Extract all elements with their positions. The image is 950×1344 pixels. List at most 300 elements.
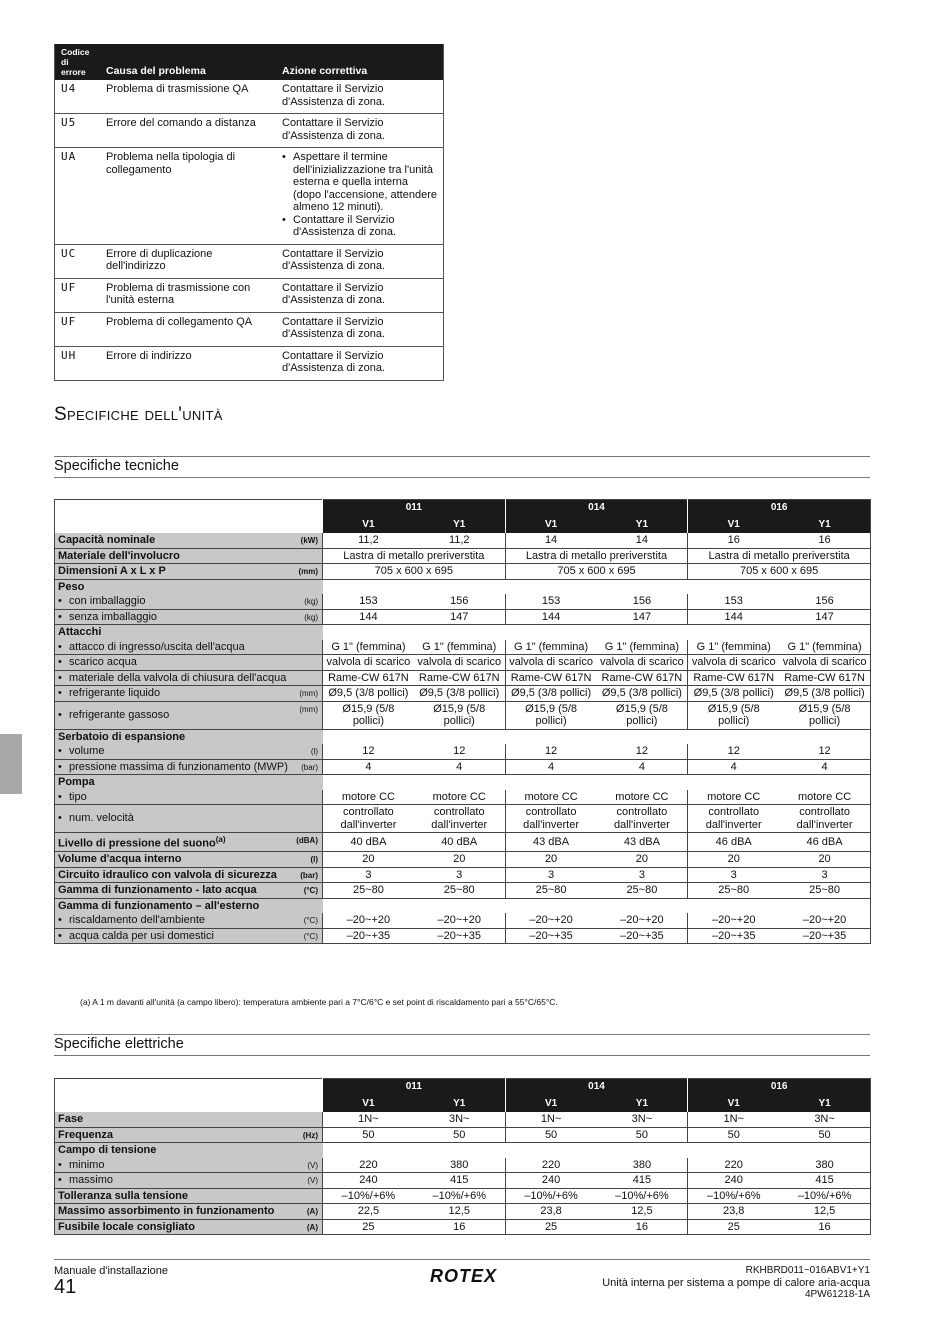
value-cell: 147 (414, 609, 505, 625)
value-cell: 50 (323, 1127, 414, 1143)
error-action (276, 148, 444, 245)
value-cell: 147 (779, 609, 870, 625)
spec-row (55, 805, 871, 833)
header-cause: Causa del problema (100, 44, 276, 80)
variant-header: V1 (688, 517, 779, 534)
row-unit: (kW) (300, 536, 318, 545)
value-cell: 4 (323, 759, 414, 775)
value-cell: –20~+35 (323, 928, 414, 944)
error-cause: Problema di trasmissione con l'unità esterna (100, 278, 276, 312)
value-cell: 25 (323, 1219, 414, 1235)
error-code: U4 (55, 80, 101, 114)
value-cell: –20~+35 (414, 928, 505, 944)
value-cell: controllato dall'inverter (505, 805, 596, 833)
value-cell: G 1" (femmina) (596, 640, 687, 655)
value-cell: Ø15,9 (5/8 pollici) (688, 701, 779, 729)
row-label (55, 1143, 323, 1158)
value-cell: G 1" (femmina) (779, 640, 870, 655)
value-cell: 25 (505, 1219, 596, 1235)
spec-row (55, 1143, 871, 1158)
divider (54, 1034, 870, 1035)
value-cell: 156 (414, 594, 505, 609)
row-label (55, 533, 323, 548)
row-unit: (A) (306, 1222, 318, 1232)
spec-row (55, 655, 871, 671)
row-unit: (mm) (299, 689, 318, 698)
value-cell: motore CC (414, 790, 505, 805)
row-label-text: • pressione massima di funzionamento (MWP) (58, 761, 292, 774)
tech-specs-title: Specifiche tecniche (54, 458, 179, 474)
electrical-specs-table (54, 1078, 871, 1235)
variant-header: V1 (688, 1096, 779, 1113)
value-cell: 16 (688, 533, 779, 548)
value-cell: –20~+20 (779, 913, 870, 928)
value-cell: 415 (596, 1173, 687, 1189)
value-cell: valvola di scarico (596, 655, 687, 671)
action-text: Contattare il Servizio d'Assistenza di zona. (282, 315, 385, 340)
action-text: Contattare il Servizio d'Assistenza di zona. (282, 349, 385, 374)
error-action (276, 312, 444, 346)
value-cell: 3 (596, 867, 687, 883)
value-cell: 1N~ (688, 1112, 779, 1127)
spec-row (55, 640, 871, 655)
value-cell: 380 (596, 1158, 687, 1173)
value-cell: Rame-CW 617N (688, 670, 779, 686)
value-cell: 3N~ (596, 1112, 687, 1127)
value-cell: 1N~ (505, 1112, 596, 1127)
value-cell: 12 (596, 744, 687, 759)
merged-cell: 705 x 600 x 695 (688, 564, 871, 580)
error-row (55, 80, 444, 114)
value-cell: –10%/+6% (414, 1188, 505, 1204)
spec-row (55, 883, 871, 899)
value-cell: 20 (779, 852, 870, 868)
value-cell: 4 (505, 759, 596, 775)
value-cell: Rame-CW 617N (779, 670, 870, 686)
value-cell: 25~80 (414, 883, 505, 899)
value-cell: valvola di scarico (323, 655, 414, 671)
error-code: UC (55, 244, 101, 278)
value-cell: –20~+20 (414, 913, 505, 928)
value-cell: 3N~ (779, 1112, 870, 1127)
value-cell: –20~+35 (596, 928, 687, 944)
value-cell: 20 (414, 852, 505, 868)
value-cell: 12 (323, 744, 414, 759)
row-unit: (A) (306, 1207, 318, 1216)
error-row (55, 346, 444, 380)
row-label-text: Attacchi (58, 626, 102, 638)
page-number: 41 (54, 1276, 77, 1298)
spec-row (55, 1219, 871, 1235)
row-label (55, 867, 323, 883)
row-label (55, 775, 323, 790)
spec-row (55, 1204, 871, 1220)
row-label-text: • materiale della valvola di chiusura dell'acqua (58, 672, 319, 685)
error-code: UA (55, 148, 101, 245)
value-cell: Rame-CW 617N (323, 670, 414, 686)
model-header: 014 (505, 500, 688, 517)
variant-header: Y1 (596, 1096, 687, 1113)
spec-row (55, 744, 871, 759)
value-cell: 50 (779, 1127, 870, 1143)
action-list (282, 151, 438, 239)
header-blank (55, 1096, 323, 1113)
row-label (55, 1158, 323, 1173)
model-header-row (55, 1079, 871, 1096)
value-cell: valvola di scarico (414, 655, 505, 671)
spec-row (55, 867, 871, 883)
row-unit: (kg) (304, 612, 318, 622)
value-cell: G 1" (femmina) (323, 640, 414, 655)
row-label-text: Fase (58, 1113, 84, 1125)
header-blank (55, 1079, 323, 1096)
value-cell: 40 dBA (414, 833, 505, 852)
error-action (276, 80, 444, 114)
value-cell: 50 (596, 1127, 687, 1143)
value-cell: 50 (688, 1127, 779, 1143)
value-cell: –10%/+6% (779, 1188, 870, 1204)
error-action (276, 244, 444, 278)
value-cell: 46 dBA (779, 833, 870, 852)
value-cell: 415 (414, 1173, 505, 1189)
row-label (55, 729, 323, 744)
value-cell: 40 dBA (323, 833, 414, 852)
divider (54, 477, 870, 478)
value-cell: 3 (779, 867, 870, 883)
row-label (55, 833, 323, 852)
value-cell: 12 (688, 744, 779, 759)
doc-type: Manuale d'installazione (54, 1265, 169, 1277)
value-cell: Ø9,5 (3/8 pollici) (414, 686, 505, 702)
value-cell: 16 (596, 1219, 687, 1235)
model-header: 016 (688, 500, 871, 517)
spec-row (55, 928, 871, 944)
spec-row (55, 670, 871, 686)
footnote: (a) A 1 m davanti all'unità (a campo libero): temperatura ambiente pari a 7°C/6°C e set point di riscaldamento pari a 55°C/65°C. (80, 997, 558, 1007)
row-label (55, 640, 323, 655)
row-label-text: Dimensioni A x L x P (58, 565, 166, 577)
row-label-text: • acqua calda per usi domestici (58, 930, 292, 943)
row-unit: (dBA) (296, 836, 318, 845)
row-label (55, 686, 323, 702)
merged-cell: Lastra di metallo preriverstita (505, 548, 688, 564)
value-cell: 25~80 (596, 883, 687, 899)
value-cell: 25~80 (779, 883, 870, 899)
doc-description: Unità interna per sistema a pompe di calore aria-acqua (602, 1277, 870, 1289)
header-action: Azione correttiva (276, 44, 444, 80)
row-label-text: Circuito idraulico con valvola di sicurezza (58, 868, 277, 881)
row-label-text: Gamma di funzionamento – all'esterno (58, 899, 260, 912)
group-spacer (323, 579, 871, 594)
value-cell: 14 (505, 533, 596, 548)
variant-header: Y1 (779, 517, 870, 534)
row-label (55, 898, 323, 913)
value-cell: G 1" (femmina) (688, 640, 779, 655)
group-spacer (323, 625, 871, 640)
brand-logo: ROTEX (430, 1266, 498, 1286)
group-spacer (323, 775, 871, 790)
row-unit: (V) (307, 1176, 318, 1185)
value-cell: valvola di scarico (688, 655, 779, 671)
value-cell: Ø15,9 (5/8 pollici) (596, 701, 687, 729)
value-cell: 240 (505, 1173, 596, 1189)
spec-row (55, 1188, 871, 1204)
value-cell: 11,2 (414, 533, 505, 548)
error-row (55, 312, 444, 346)
row-label (55, 744, 323, 759)
row-label-text: • refrigerante liquido (58, 687, 292, 700)
row-label-text: Livello di pressione del suono (58, 837, 216, 850)
value-cell: 4 (596, 759, 687, 775)
row-unit: (bar) (300, 870, 318, 880)
value-cell: 16 (779, 1219, 870, 1235)
value-cell: 4 (414, 759, 505, 775)
value-cell: 50 (414, 1127, 505, 1143)
value-cell: Ø9,5 (3/8 pollici) (596, 686, 687, 702)
variant-header: V1 (323, 1096, 414, 1113)
spec-row (55, 701, 871, 729)
action-item: • Contattare il Servizio d'Assistenza di zona. (282, 214, 438, 239)
error-code-table (54, 44, 444, 381)
row-unit: (mm) (299, 704, 318, 714)
spec-row (55, 898, 871, 913)
value-cell: 4 (688, 759, 779, 775)
value-cell: –10%/+6% (323, 1188, 414, 1204)
model-header: 011 (323, 1079, 506, 1096)
action-text: Contattare il Servizio d'Assistenza di zona. (282, 281, 385, 306)
spec-row (55, 775, 871, 790)
group-spacer (323, 1143, 871, 1158)
value-cell: 50 (505, 1127, 596, 1143)
chapter-tab (0, 734, 22, 794)
spec-row (55, 1158, 871, 1173)
value-cell: –10%/+6% (505, 1188, 596, 1204)
variant-header-row (55, 517, 871, 534)
row-unit: (kg) (304, 597, 318, 606)
value-cell: controllato dall'inverter (414, 805, 505, 833)
value-cell: 43 dBA (505, 833, 596, 852)
variant-header: V1 (323, 517, 414, 534)
value-cell: 23,8 (505, 1204, 596, 1220)
value-cell: motore CC (505, 790, 596, 805)
spec-row (55, 1112, 871, 1127)
action-text: Contattare il Servizio d'Assistenza di zona. (282, 83, 385, 108)
variant-header: Y1 (414, 517, 505, 534)
value-cell: controllato dall'inverter (323, 805, 414, 833)
row-label-text: Massimo assorbimento in funzionamento (58, 1205, 275, 1217)
value-cell: –20~+20 (688, 913, 779, 928)
value-cell: 380 (414, 1158, 505, 1173)
spec-row (55, 564, 871, 580)
value-cell: –20~+35 (779, 928, 870, 944)
model-header: 014 (505, 1079, 688, 1096)
model-header-row (55, 500, 871, 517)
value-cell: 220 (323, 1158, 414, 1173)
row-label (55, 548, 323, 564)
row-label-text: Campo di tensione (58, 1144, 157, 1156)
row-unit: (°C) (303, 916, 318, 926)
row-unit: (Hz) (302, 1130, 318, 1140)
row-label (55, 883, 323, 899)
value-cell: Ø15,9 (5/8 pollici) (414, 701, 505, 729)
merged-cell: Lastra di metallo preriverstita (323, 548, 506, 564)
value-cell: 240 (688, 1173, 779, 1189)
value-cell: 20 (505, 852, 596, 868)
value-cell: 20 (323, 852, 414, 868)
row-label-text: • massimo (58, 1174, 292, 1187)
value-cell: 3 (323, 867, 414, 883)
row-unit: (l) (310, 747, 318, 756)
row-label (55, 670, 323, 686)
value-cell: 20 (596, 852, 687, 868)
row-label-text: Tolleranza sulla tensione (58, 1189, 188, 1202)
spec-row (55, 686, 871, 702)
error-cause: Errore di duplicazione dell'indirizzo (100, 244, 276, 278)
row-label-text: Peso (58, 580, 85, 593)
value-cell: Ø9,5 (3/8 pollici) (505, 686, 596, 702)
error-table-header (55, 44, 444, 80)
error-cause: Problema di trasmissione QA (100, 80, 276, 114)
variant-header: Y1 (414, 1096, 505, 1113)
error-row (55, 278, 444, 312)
row-label-text: Fusibile locale consigliato (58, 1220, 195, 1233)
group-spacer (323, 898, 871, 913)
model-header: 016 (688, 1079, 871, 1096)
row-label (55, 1112, 323, 1127)
value-cell: 147 (596, 609, 687, 625)
value-cell: 380 (779, 1158, 870, 1173)
variant-header: V1 (505, 1096, 596, 1113)
row-unit: (bar) (301, 762, 318, 772)
row-label (55, 1188, 323, 1204)
value-cell: 25 (688, 1219, 779, 1235)
row-label (55, 655, 323, 671)
row-label-text: • scarico acqua (58, 656, 319, 669)
value-cell: 220 (505, 1158, 596, 1173)
header-code: Codice di errore (55, 44, 101, 80)
value-cell: 12 (414, 744, 505, 759)
row-label (55, 928, 323, 944)
doc-code: 4PW61218-1A (804, 1289, 870, 1300)
value-cell: –20~+35 (505, 928, 596, 944)
spec-row (55, 852, 871, 868)
value-cell: –20~+20 (596, 913, 687, 928)
value-cell: 4 (779, 759, 870, 775)
value-cell: 14 (596, 533, 687, 548)
spec-row (55, 533, 871, 548)
row-label (55, 759, 323, 775)
row-label (55, 805, 323, 833)
row-label (55, 579, 323, 594)
footnote-ref: (a) (215, 835, 226, 844)
value-cell: 144 (688, 609, 779, 625)
row-label (55, 701, 323, 729)
row-label-text: Pompa (58, 776, 95, 788)
value-cell: –10%/+6% (688, 1188, 779, 1204)
variant-header-row (55, 1096, 871, 1113)
spec-row (55, 579, 871, 594)
value-cell: Ø15,9 (5/8 pollici) (323, 701, 414, 729)
value-cell: 43 dBA (596, 833, 687, 852)
row-label (55, 609, 323, 625)
error-cause: Errore del comando a distanza (100, 114, 276, 148)
value-cell: 144 (505, 609, 596, 625)
value-cell: valvola di scarico (505, 655, 596, 671)
value-cell: 23,8 (688, 1204, 779, 1220)
value-cell: motore CC (688, 790, 779, 805)
row-label-text: • con imballaggio (58, 595, 292, 608)
row-label-text: • attacco di ingresso/uscita dell'acqua (58, 641, 319, 654)
value-cell: G 1" (femmina) (505, 640, 596, 655)
value-cell: –20~+20 (323, 913, 414, 928)
value-cell: controllato dall'inverter (779, 805, 870, 833)
row-label-text: • senza imballaggio (58, 611, 292, 624)
spec-row (55, 790, 871, 805)
error-row (55, 148, 444, 245)
spec-row (55, 729, 871, 744)
value-cell: 1N~ (323, 1112, 414, 1127)
row-label-text: Gamma di funzionamento - lato acqua (58, 884, 257, 897)
value-cell: 3 (414, 867, 505, 883)
row-label (55, 1173, 323, 1189)
value-cell: Ø9,5 (3/8 pollici) (779, 686, 870, 702)
value-cell: Rame-CW 617N (505, 670, 596, 686)
value-cell: 25~80 (323, 883, 414, 899)
value-cell: 3N~ (414, 1112, 505, 1127)
error-row (55, 114, 444, 148)
row-unit: (°C) (303, 886, 318, 896)
spec-row (55, 548, 871, 564)
spec-row (55, 594, 871, 609)
error-table-body (55, 80, 444, 380)
merged-cell: 705 x 600 x 695 (505, 564, 688, 580)
row-unit: (V) (307, 1160, 318, 1170)
row-label (55, 1127, 323, 1143)
row-label (55, 1219, 323, 1235)
model-code: RKHBRD011~016ABV1+Y1 (745, 1265, 870, 1276)
error-code: UF (55, 278, 101, 312)
value-cell: Ø15,9 (5/8 pollici) (779, 701, 870, 729)
divider (54, 1055, 870, 1056)
row-label-text: • volume (58, 745, 292, 758)
value-cell: 20 (688, 852, 779, 868)
value-cell: 156 (596, 594, 687, 609)
value-cell: –10%/+6% (596, 1188, 687, 1204)
value-cell: 156 (779, 594, 870, 609)
row-label-text: Capacità nominale (58, 534, 156, 546)
value-cell: Ø9,5 (3/8 pollici) (688, 686, 779, 702)
row-label (55, 625, 323, 640)
spec-row (55, 609, 871, 625)
value-cell: valvola di scarico (779, 655, 870, 671)
value-cell: controllato dall'inverter (688, 805, 779, 833)
tech-specs-table (54, 499, 871, 944)
action-item: • Aspettare il termine dell'inizializzazione tra l'unità esterna e quella interna (dopo l'accensione, attendere almeno 12 minuti). (282, 151, 438, 214)
value-cell: 12 (779, 744, 870, 759)
error-cause: Problema di collegamento QA (100, 312, 276, 346)
error-code: UH (55, 346, 101, 380)
value-cell: 220 (688, 1158, 779, 1173)
value-cell: 3 (688, 867, 779, 883)
value-cell: 22,5 (323, 1204, 414, 1220)
value-cell: controllato dall'inverter (596, 805, 687, 833)
row-label (55, 564, 323, 580)
value-cell: motore CC (323, 790, 414, 805)
electrical-specs-title: Specifiche elettriche (54, 1036, 184, 1052)
value-cell: 12 (505, 744, 596, 759)
value-cell: 153 (505, 594, 596, 609)
value-cell: Ø9,5 (3/8 pollici) (323, 686, 414, 702)
